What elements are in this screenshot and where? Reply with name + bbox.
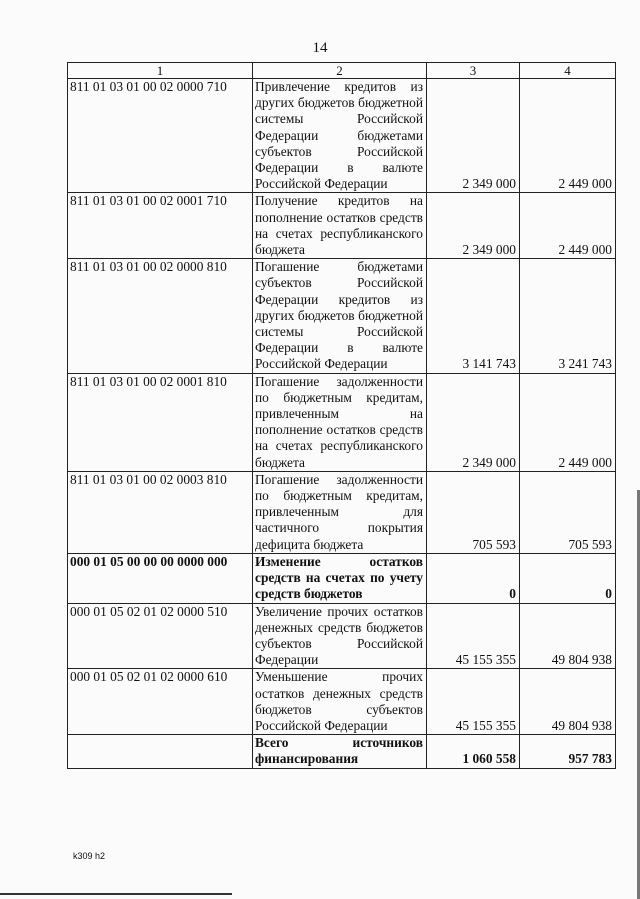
table-row (68, 471, 616, 553)
table-total-row (68, 735, 616, 768)
column-number-4: 4 (520, 63, 616, 79)
table-row (68, 373, 616, 471)
table-row (68, 669, 616, 735)
budget-code: 811 01 03 01 00 02 0001 710 (68, 193, 253, 259)
column-number-3: 3 (427, 63, 520, 79)
scan-artifact-line (0, 893, 232, 895)
table-row (68, 193, 616, 259)
budget-code: 000 01 05 00 00 00 0000 000 (68, 553, 253, 603)
amount-col-4: 49 804 938 (520, 669, 616, 735)
table-row-section-total (68, 553, 616, 603)
page-number: 14 (312, 40, 328, 56)
budget-code: 811 01 03 01 00 02 0000 810 (68, 259, 253, 373)
table-row (68, 259, 616, 373)
amount-col-3: 3 141 743 (427, 259, 520, 373)
amount-col-3: 2 349 000 (427, 373, 520, 471)
amount-col-4: 0 (520, 553, 616, 603)
document-footer-code: k309 h2 (73, 851, 106, 861)
budget-code: 000 01 05 02 01 02 0000 610 (68, 669, 253, 735)
row-description: Уменьшение прочих остатков денежных средств бюджетов субъектов Российской Федерации (253, 669, 427, 735)
total-description: Всего источников финансирования (253, 735, 427, 768)
row-description: Погашение задолженности по бюджетным кредитам, привлеченным для частичного покрытия дефицита бюджета (253, 471, 427, 553)
row-description: Увеличение прочих остатков денежных средств бюджетов субъектов Российской Федерации (253, 603, 427, 669)
amount-col-4: 2 449 000 (520, 79, 616, 193)
amount-col-4: 2 449 000 (520, 373, 616, 471)
budget-code (68, 735, 253, 768)
table-row (68, 603, 616, 669)
row-description: Привлечение кредитов из других бюджетов бюджетной системы Российской Федерации бюджетами субъектов Российской Федерации в валюте Российской Федерации (253, 79, 427, 193)
amount-col-3: 0 (427, 553, 520, 603)
amount-col-4: 49 804 938 (520, 603, 616, 669)
budget-code: 000 01 05 02 01 02 0000 510 (68, 603, 253, 669)
budget-sources-table (67, 62, 616, 769)
total-amount-col-4: 957 783 (520, 735, 616, 768)
amount-col-3: 45 155 355 (427, 669, 520, 735)
total-amount-col-3: 1 060 558 (427, 735, 520, 768)
column-number-2: 2 (253, 63, 427, 79)
budget-code: 811 01 03 01 00 02 0001 810 (68, 373, 253, 471)
amount-col-3: 2 349 000 (427, 79, 520, 193)
budget-code: 811 01 03 01 00 02 0003 810 (68, 471, 253, 553)
amount-col-3: 705 593 (427, 471, 520, 553)
amount-col-4: 2 449 000 (520, 193, 616, 259)
table-header-row (68, 63, 616, 79)
table-row (68, 79, 616, 193)
amount-col-4: 705 593 (520, 471, 616, 553)
amount-col-3: 2 349 000 (427, 193, 520, 259)
row-description: Получение кредитов на пополнение остатков средств на счетах республиканского бюджета (253, 193, 427, 259)
amount-col-3: 45 155 355 (427, 603, 520, 669)
row-description: Погашение бюджетами субъектов Российской Федерации кредитов из других бюджетов бюджетной системы Российской Федерации в валюте Российской Федерации (253, 259, 427, 373)
amount-col-4: 3 241 743 (520, 259, 616, 373)
column-number-1: 1 (68, 63, 253, 79)
row-description: Изменение остатков средств на счетах по учету средств бюджетов (253, 553, 427, 603)
row-description: Погашение задолженности по бюджетным кредитам, привлеченным на пополнение остатков средств на счетах республиканского бюджета (253, 373, 427, 471)
budget-code: 811 01 03 01 00 02 0000 710 (68, 79, 253, 193)
